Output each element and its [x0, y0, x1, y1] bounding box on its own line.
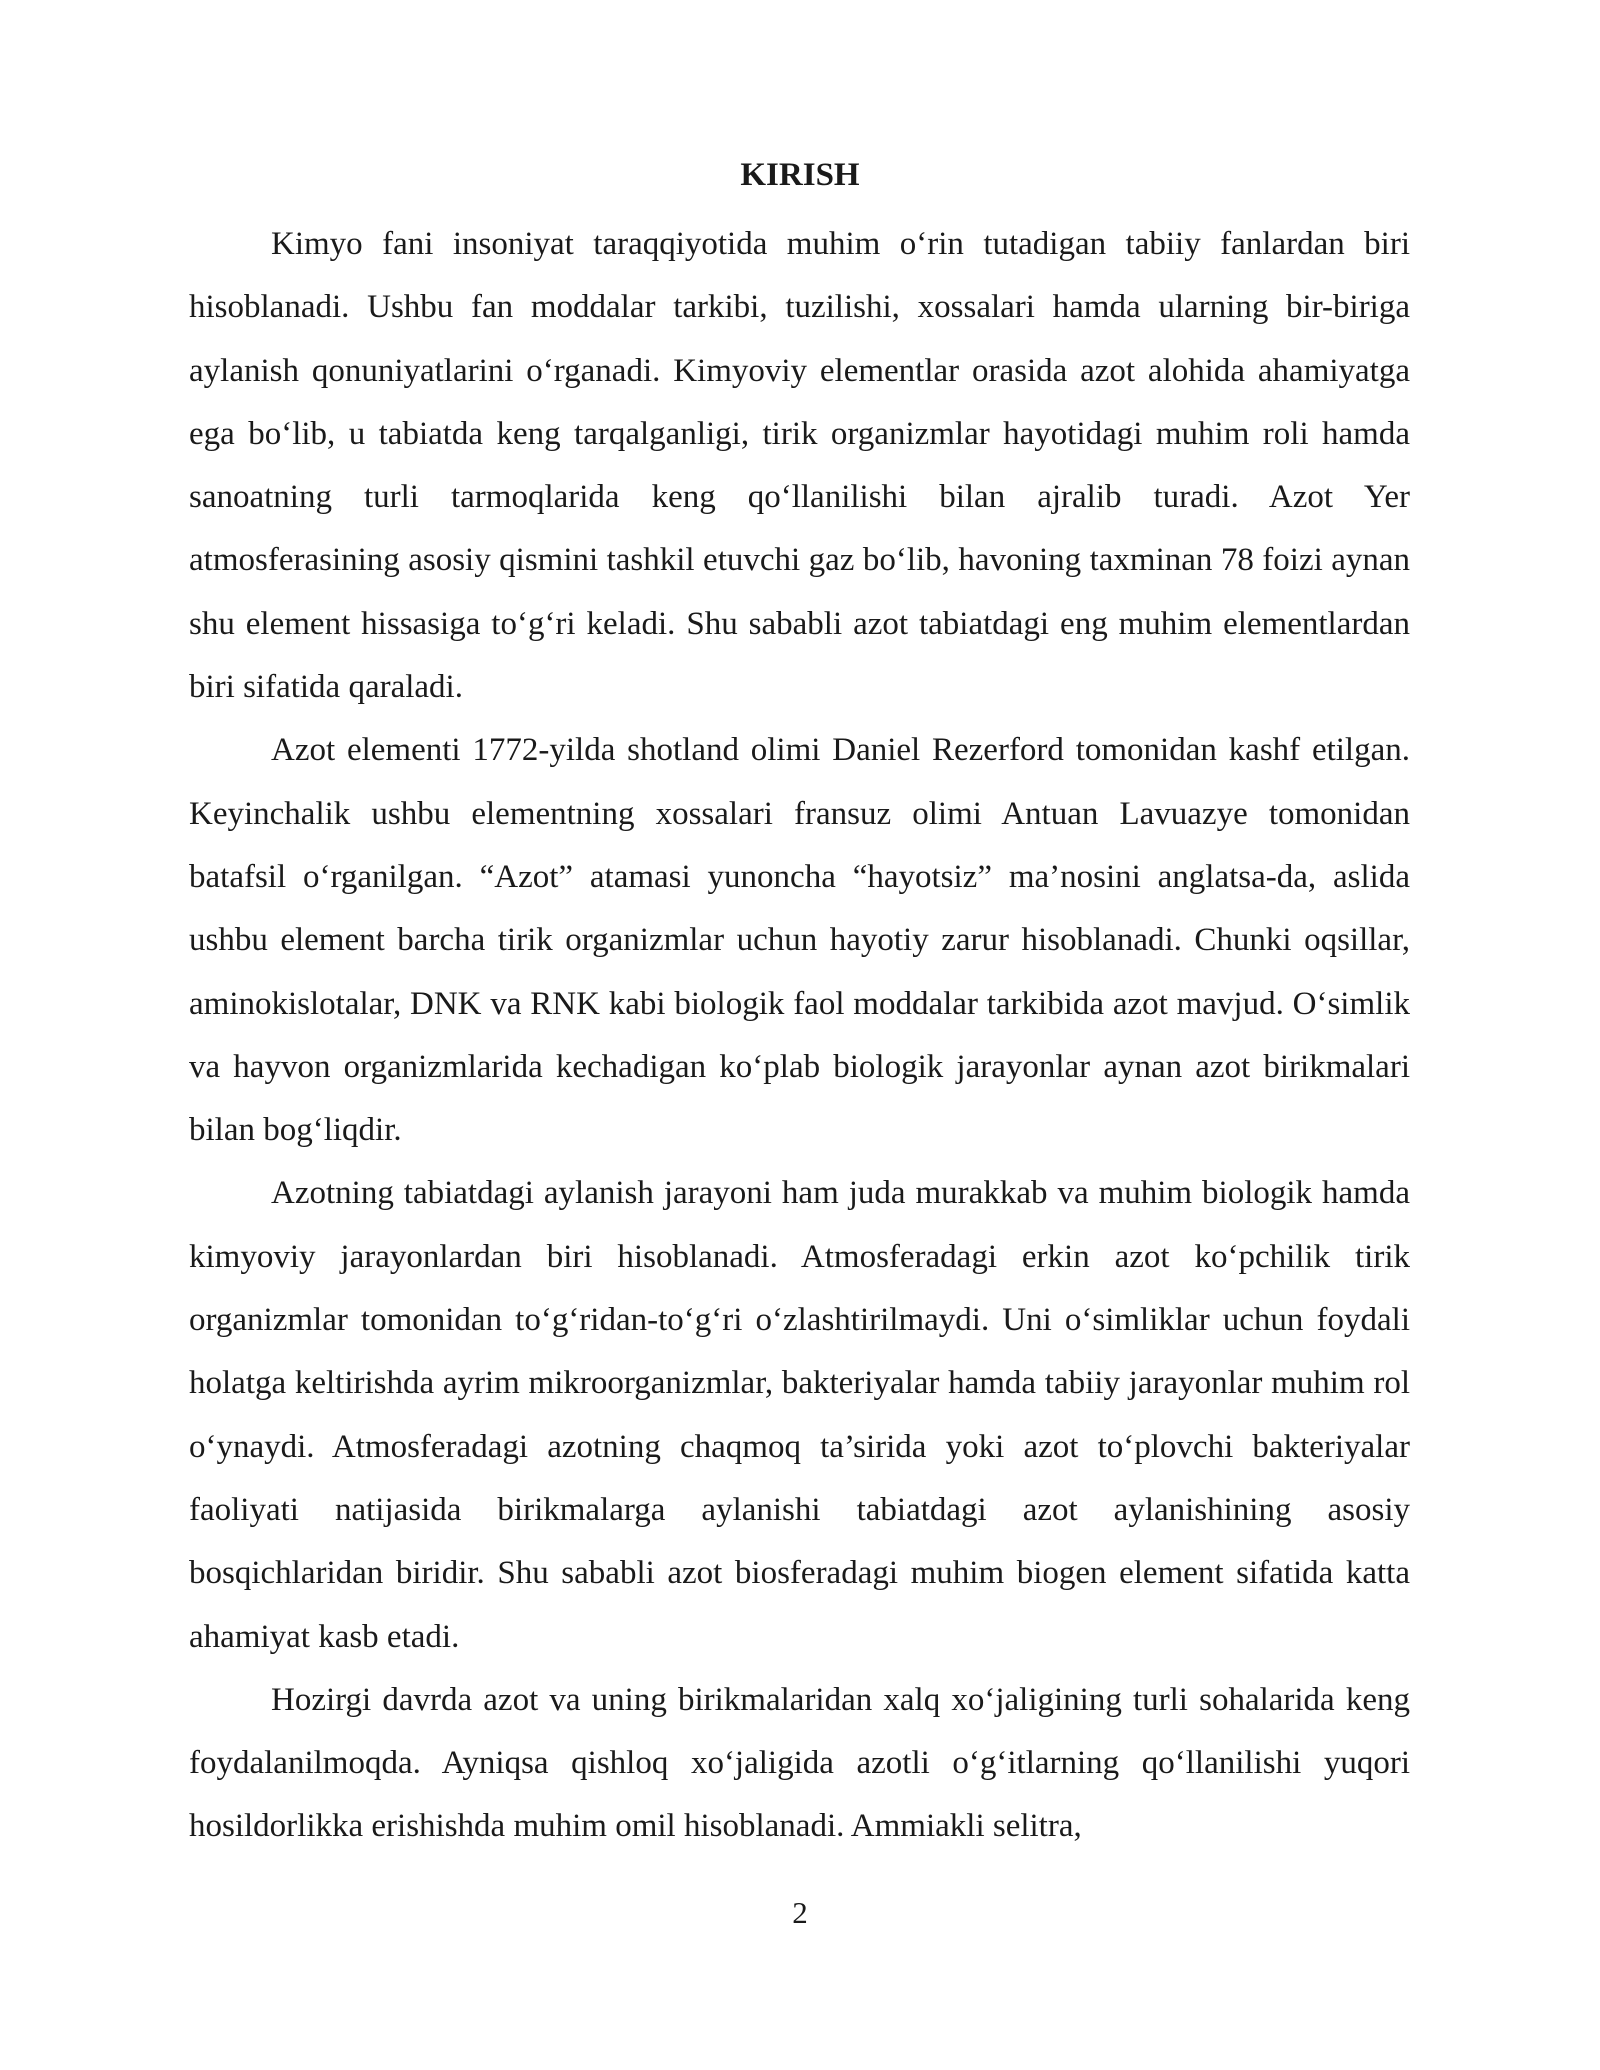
page-number: 2 — [792, 1895, 808, 1930]
paragraph-1: Kimyo fani insoniyat taraqqiyotida muhim o‘rin tutadigan tabiiy fanlardan biri hisoblanadi. Ushbu fan moddalar tarkibi, tuzilishi, xossalari hamda ularning bir-biriga aylanish qonuniyatlarini o‘rganadi. Kimyoviy elementlar orasida azot alohida ahamiyatga ega bo‘lib, u tabiatda keng tarqalganligi, tirik organizmlar hayotidagi muhim roli hamda sanoatning turli tarmoqlarida keng qo‘llanilishi bilan ajralib turadi. Azot Yer atmosferasining asosiy qismini tashkil etuvchi gaz bo‘lib, havoning taxminan 78 foizi aynan shu element hissasiga to‘g‘ri keladi. Shu sababli azot tabiatdagi eng muhim elementlardan biri sifatida qaraladi. — [189, 226, 1410, 706]
body-text — [189, 213, 1410, 1859]
paragraph-4: Hozirgi davrda azot va uning birikmalaridan xalq xo‘jaligining turli sohalarida keng foydalanilmoqda. Ayniqsa qishloq xo‘jaligida azotli o‘g‘itlarning qo‘llanilishi yuqori hosildorlikka erishishda muhim omil hisoblanadi. Ammiakli selitra, — [189, 1681, 1410, 1845]
paragraph-2: Azot elementi 1772-yilda shotland olimi Daniel Rezerford tomonidan kashf etilgan. Keyinchalik ushbu elementning xossalari fransuz olimi Antuan Lavuazye tomonidan batafsil o‘rganilgan. “Azot” atamasi yunoncha “hayotsiz” ma’nosini anglatsa-da, aslida ushbu element barcha tirik organizmlar uchun hayotiy zarur hisoblanadi. Chunki oqsillar, aminokislotalar, DNK va RNK kabi biologik faol moddalar tarkibida azot mavjud. O‘simlik va hayvon organizmlarida kechadigan ko‘plab biologik jarayonlar aynan azot birikmalari bilan bog‘liqdir. — [189, 732, 1410, 1149]
paragraph-3: Azotning tabiatdagi aylanish jarayoni ham juda murakkab va muhim biologik hamda kimyoviy jarayonlardan biri hisoblanadi. Atmosferadagi erkin azot ko‘pchilik tirik organizmlar tomonidan to‘g‘ridan-to‘g‘ri o‘zlashtirilmaydi. Uni o‘simliklar uchun foydali holatga keltirishda ayrim mikroorganizmlar, bakteriyalar hamda tabiiy jarayonlar muhim rol o‘ynaydi. Atmosferadagi azotning chaqmoq ta’sirida yoki azot to‘plovchi bakteriyalar faoliyati natijasida birikmalarga aylanishi tabiatdagi azot aylanishining asosiy bosqichlaridan biridir. Shu sababli azot biosferadagi muhim biogen element sifatida katta ahamiyat kasb etadi. — [189, 1175, 1410, 1655]
page-title: KIRISH — [740, 157, 860, 193]
